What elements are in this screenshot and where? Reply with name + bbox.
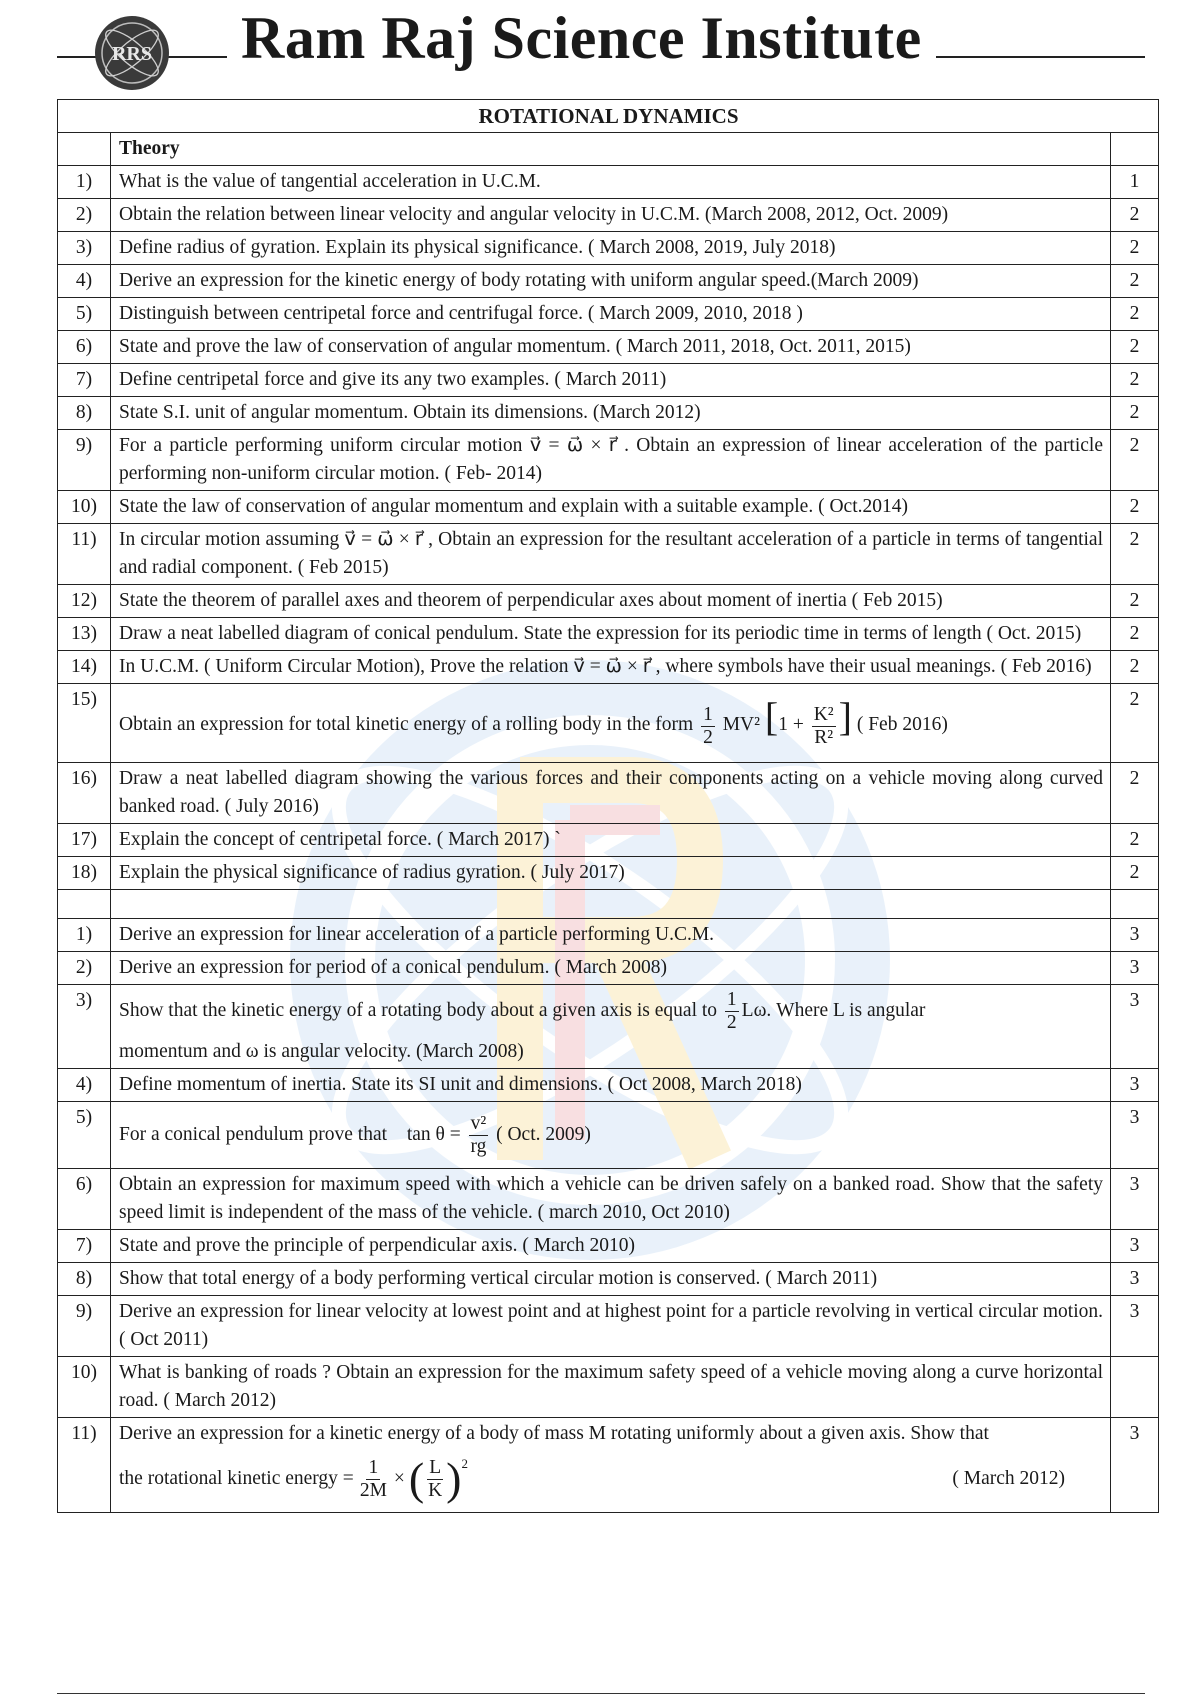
spacer-row bbox=[58, 890, 1159, 919]
question-marks: 3 bbox=[1111, 1069, 1159, 1102]
question-number: 16) bbox=[58, 763, 111, 824]
question-number: 11) bbox=[58, 1418, 111, 1513]
question-text: State and prove the principle of perpendicular axis. ( March 2010) bbox=[111, 1230, 1111, 1263]
question-row bbox=[58, 166, 1159, 199]
question-text bbox=[111, 1418, 1111, 1513]
question-row bbox=[58, 985, 1159, 1069]
question-row bbox=[58, 430, 1159, 491]
fraction-l-k bbox=[427, 1457, 443, 1502]
formula-times: × bbox=[393, 1468, 405, 1489]
question-row bbox=[58, 1357, 1159, 1418]
section1b-rows bbox=[58, 763, 1159, 890]
question-row bbox=[58, 298, 1159, 331]
question-marks: 3 bbox=[1111, 919, 1159, 952]
question-row bbox=[58, 1296, 1159, 1357]
table-title: ROTATIONAL DYNAMICS bbox=[58, 100, 1159, 133]
question-table bbox=[57, 99, 1159, 1513]
question-marks: 2 bbox=[1111, 265, 1159, 298]
question-marks: 2 bbox=[1111, 298, 1159, 331]
question-row bbox=[58, 585, 1159, 618]
formula-suffix: ( Feb 2016) bbox=[856, 714, 948, 736]
question-row bbox=[58, 364, 1159, 397]
question-marks: 2 bbox=[1111, 232, 1159, 265]
section1-rows bbox=[58, 166, 1159, 684]
frac-den: 2M bbox=[359, 1479, 387, 1501]
question-number: 7) bbox=[58, 1230, 111, 1263]
question-marks: 2 bbox=[1111, 524, 1159, 585]
question-number: 9) bbox=[58, 1296, 111, 1357]
question-row bbox=[58, 491, 1159, 524]
question-marks: 2 bbox=[1111, 331, 1159, 364]
question-row bbox=[58, 1418, 1159, 1513]
question-text: Define momentum of inertia. State its SI unit and dimensions. ( Oct 2008, March 2018) bbox=[111, 1069, 1111, 1102]
question-row bbox=[58, 824, 1159, 857]
question-row bbox=[58, 952, 1159, 985]
question-text bbox=[111, 985, 1111, 1069]
question-marks: 3 bbox=[1111, 1296, 1159, 1357]
question-marks: 2 bbox=[1111, 364, 1159, 397]
question-marks bbox=[1111, 1357, 1159, 1418]
question-row bbox=[58, 1230, 1159, 1263]
question-text: Obtain the relation between linear velocity and angular velocity in U.C.M. (March 2008, 2012, Oct. 2009) bbox=[111, 199, 1111, 232]
question-marks: 2 bbox=[1111, 824, 1159, 857]
question-text: In circular motion assuming v⃗ = ω⃗ × r⃗ , Obtain an expression for the resultant acceleration of a particle in terms of tangential and radial component. ( Feb 2015) bbox=[111, 524, 1111, 585]
frac-den: 2 bbox=[726, 1012, 737, 1033]
question-text: State and prove the law of conservation of angular momentum. ( March 2011, 2018, Oct. 2011, 2015) bbox=[111, 331, 1111, 364]
question-number: 1) bbox=[58, 166, 111, 199]
formula-power: 2 bbox=[461, 1456, 468, 1471]
question-marks: 3 bbox=[1111, 985, 1159, 1069]
question-marks: 2 bbox=[1111, 397, 1159, 430]
question-row bbox=[58, 397, 1159, 430]
question-number: 2) bbox=[58, 199, 111, 232]
question-number: 8) bbox=[58, 397, 111, 430]
question-row bbox=[58, 763, 1159, 824]
question-number: 13) bbox=[58, 618, 111, 651]
frac-num: L bbox=[429, 1456, 442, 1478]
question-row bbox=[58, 857, 1159, 890]
question-text-line2: momentum and ω is angular velocity. (March 2008) bbox=[119, 1041, 524, 1062]
question-number: 4) bbox=[58, 1069, 111, 1102]
question-marks: 2 bbox=[1111, 684, 1159, 763]
question-text: Derive an expression for period of a conical pendulum. ( March 2008) bbox=[111, 952, 1111, 985]
question-number: 1) bbox=[58, 919, 111, 952]
formula-prefix: For a conical pendulum prove that bbox=[119, 1123, 388, 1145]
formula-one-plus: 1 + bbox=[778, 714, 804, 736]
frac-den: R² bbox=[814, 726, 834, 748]
question-text: What is the value of tangential acceleration in U.C.M. bbox=[111, 166, 1111, 199]
formula-tan: tan θ = bbox=[406, 1123, 461, 1145]
section2a-rows bbox=[58, 919, 1159, 985]
question-marks: 3 bbox=[1111, 1102, 1159, 1169]
question-number: 10) bbox=[58, 1357, 111, 1418]
page-header bbox=[57, 5, 1145, 84]
empty-cell bbox=[1111, 890, 1159, 919]
question-text bbox=[111, 684, 1111, 763]
question-number: 15) bbox=[58, 684, 111, 763]
question-text bbox=[111, 1102, 1111, 1169]
frac-den: 2 bbox=[703, 726, 713, 748]
paren-close: ) bbox=[446, 1453, 462, 1504]
question-marks: 2 bbox=[1111, 651, 1159, 684]
formula-prefix: Show that the kinetic energy of a rotating body about a given axis is equal to bbox=[119, 999, 718, 1021]
question-marks: 2 bbox=[1111, 430, 1159, 491]
question-number: 3) bbox=[58, 985, 111, 1069]
frac-num: v² bbox=[470, 1112, 487, 1134]
question-marks: 2 bbox=[1111, 585, 1159, 618]
question-marks: 2 bbox=[1111, 199, 1159, 232]
formula-after-frac: Lω. Where L is angular bbox=[741, 999, 926, 1021]
institute-logo bbox=[93, 14, 171, 92]
question-text: State S.I. unit of angular momentum. Obtain its dimensions. (March 2012) bbox=[111, 397, 1111, 430]
formula-prefix: the rotational kinetic energy = bbox=[119, 1468, 354, 1489]
question-row bbox=[58, 199, 1159, 232]
fraction-1-2m bbox=[360, 1457, 387, 1502]
question-row bbox=[58, 1102, 1159, 1169]
question-text: Obtain an expression for maximum speed with which a vehicle can be driven safely on a banked road. Show that the safety speed limit is independent of the mass of the vehicle. ( march 2010, Oct 2010) bbox=[111, 1169, 1111, 1230]
question-text: Define radius of gyration. Explain its physical significance. ( March 2008, 2019, July 2018) bbox=[111, 232, 1111, 265]
formula-suffix: ( March 2012) bbox=[952, 1468, 1065, 1489]
question-text: Derive an expression for the kinetic energy of body rotating with uniform angular speed.(March 2009) bbox=[111, 265, 1111, 298]
question-number: 18) bbox=[58, 857, 111, 890]
question-marks: 2 bbox=[1111, 491, 1159, 524]
table-title-row bbox=[58, 100, 1159, 133]
question-number: 11) bbox=[58, 524, 111, 585]
question-text: What is banking of roads ? Obtain an expression for the maximum safety speed of a vehicle moving along a curve horizontal road. ( March 2012) bbox=[111, 1357, 1111, 1418]
bracket-open: [ bbox=[764, 694, 779, 740]
question-marks: 1 bbox=[1111, 166, 1159, 199]
question-text: Draw a neat labelled diagram of conical pendulum. State the expression for its periodic time in terms of length ( Oct. 2015) bbox=[111, 618, 1111, 651]
question-number: 5) bbox=[58, 1102, 111, 1169]
question-text: Define centripetal force and give its any two examples. ( March 2011) bbox=[111, 364, 1111, 397]
question-number: 12) bbox=[58, 585, 111, 618]
question-number: 17) bbox=[58, 824, 111, 857]
question-number: 4) bbox=[58, 265, 111, 298]
question-number: 3) bbox=[58, 232, 111, 265]
section-label: Theory bbox=[111, 133, 1111, 166]
bracket-close: ] bbox=[838, 694, 852, 740]
question-row bbox=[58, 331, 1159, 364]
footer-rule bbox=[57, 1693, 1145, 1694]
empty-cell bbox=[58, 133, 111, 166]
question-row bbox=[58, 1069, 1159, 1102]
question-marks: 3 bbox=[1111, 1263, 1159, 1296]
question-number: 9) bbox=[58, 430, 111, 491]
section-header-row bbox=[58, 133, 1159, 166]
question-text: State the theorem of parallel axes and theorem of perpendicular axes about moment of inertia ( Feb 2015) bbox=[111, 585, 1111, 618]
formula-prefix: Obtain an expression for total kinetic energy of a rolling body in the form bbox=[119, 714, 694, 736]
question-row bbox=[58, 919, 1159, 952]
question-marks: 3 bbox=[1111, 1169, 1159, 1230]
question-text: State the law of conservation of angular momentum and explain with a suitable example. ( Oct.2014) bbox=[111, 491, 1111, 524]
question-row bbox=[58, 265, 1159, 298]
question-number: 10) bbox=[58, 491, 111, 524]
question-text: Draw a neat labelled diagram showing the various forces and their components acting on a vehicle moving along curved banked road. ( July 2016) bbox=[111, 763, 1111, 824]
question-row bbox=[58, 524, 1159, 585]
question-row bbox=[58, 1263, 1159, 1296]
fraction-half bbox=[701, 704, 715, 749]
question-number: 8) bbox=[58, 1263, 111, 1296]
frac-den: rg bbox=[470, 1135, 487, 1157]
question-row bbox=[58, 618, 1159, 651]
fraction-v2-rg bbox=[469, 1113, 489, 1158]
question-text: Explain the concept of centripetal force. ( March 2017) ` bbox=[111, 824, 1111, 857]
question-number: 2) bbox=[58, 952, 111, 985]
question-number: 14) bbox=[58, 651, 111, 684]
frac-num: 1 bbox=[368, 1456, 379, 1478]
frac-num: K² bbox=[813, 703, 834, 725]
question-number: 7) bbox=[58, 364, 111, 397]
empty-cell bbox=[111, 890, 1111, 919]
question-marks: 2 bbox=[1111, 857, 1159, 890]
question-number: 6) bbox=[58, 1169, 111, 1230]
empty-cell bbox=[1111, 133, 1159, 166]
formula-mv: MV² bbox=[722, 714, 760, 736]
section2b-rows bbox=[58, 1169, 1159, 1418]
logo-lettering: RRS bbox=[111, 43, 153, 65]
question-marks: 3 bbox=[1111, 1418, 1159, 1513]
frac-num: 1 bbox=[726, 989, 737, 1010]
question-text: Derive an expression for linear velocity at lowest point and at highest point for a particle revolving in vertical circular motion. ( Oct 2011) bbox=[111, 1296, 1111, 1357]
institute-name: Ram Raj Science Institute bbox=[227, 2, 936, 74]
fraction-k-r bbox=[812, 704, 836, 749]
question-text: Derive an expression for linear acceleration of a particle performing U.C.M. bbox=[111, 919, 1111, 952]
frac-num: 1 bbox=[703, 703, 713, 725]
question-marks: 2 bbox=[1111, 763, 1159, 824]
question-row bbox=[58, 651, 1159, 684]
question-marks: 3 bbox=[1111, 952, 1159, 985]
question-text: Explain the physical significance of radius gyration. ( July 2017) bbox=[111, 857, 1111, 890]
question-text: For a particle performing uniform circular motion v⃗ = ω⃗ × r⃗ . Obtain an expression of linear acceleration of the particle performing non-uniform circular motion. ( Feb- 2014) bbox=[111, 430, 1111, 491]
paren-open: ( bbox=[408, 1453, 425, 1504]
question-marks: 3 bbox=[1111, 1230, 1159, 1263]
question-text: In U.C.M. ( Uniform Circular Motion), Prove the relation v⃗ = ω⃗ × r⃗ , where symbols have their usual meanings. ( Feb 2016) bbox=[111, 651, 1111, 684]
question-row bbox=[58, 684, 1159, 763]
question-text: Show that total energy of a body performing vertical circular motion is conserved. ( March 2011) bbox=[111, 1263, 1111, 1296]
frac-den: K bbox=[428, 1479, 443, 1501]
question-number: 5) bbox=[58, 298, 111, 331]
question-marks: 2 bbox=[1111, 618, 1159, 651]
question-text-line1: Derive an expression for a kinetic energy of a body of mass M rotating uniformly about a given axis. Show that bbox=[119, 1423, 989, 1444]
formula-suffix: ( Oct. 2009) bbox=[496, 1123, 591, 1145]
empty-cell bbox=[58, 890, 111, 919]
question-text: Distinguish between centripetal force and centrifugal force. ( March 2009, 2010, 2018 ) bbox=[111, 298, 1111, 331]
question-row bbox=[58, 232, 1159, 265]
fraction-half bbox=[725, 989, 739, 1034]
question-number: 6) bbox=[58, 331, 111, 364]
question-row bbox=[58, 1169, 1159, 1230]
